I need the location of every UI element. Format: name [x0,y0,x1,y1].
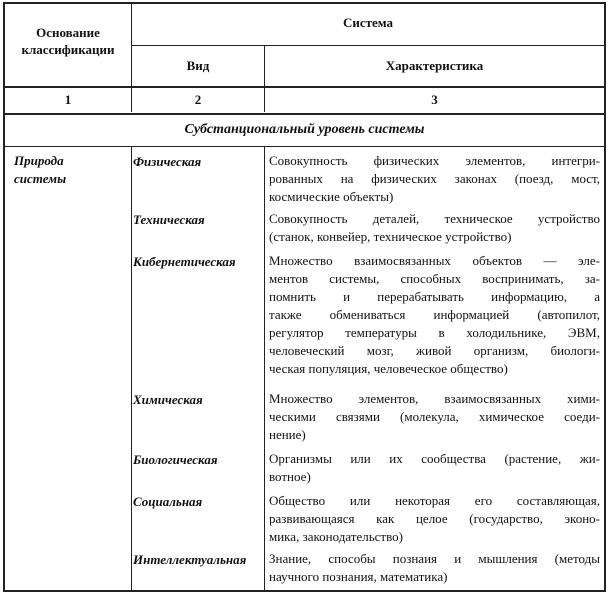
rule-section-bottom [5,146,604,147]
characteristic-line: Множество элементов, взаимосвязанных хими- [269,391,600,406]
row-kind: Кибернетическая [133,254,236,269]
characteristic-line: регулятор температуры в холодильнике, ЭВМ, [269,325,600,340]
row-kind: Интеллектуальная [133,552,247,567]
characteristic-line: человеческий мозг, живой организм, биологи- [269,343,600,358]
basis-label-line-1: Природа [14,153,64,168]
characteristic-line: нение) [269,427,306,442]
characteristic-line: мика, законодательство) [269,529,403,544]
row-kind: Биологическая [133,452,218,467]
characteristic-line: рованных на физических законах (поезд, мост, [269,171,600,186]
row-kind: Физическая [133,154,202,169]
classification-table [3,2,606,592]
characteristic-line: Совокупность деталей, техническое устройство [269,211,600,226]
header-basis-line-1: Основание [36,25,100,40]
header-num-2: 2 [194,92,202,107]
characteristic-line: ческая популяция, человеческое общество) [269,361,508,376]
header-kind: Вид [186,58,210,73]
characteristic-line: Знание, способы познаия и мышления (методы [269,551,600,566]
basis-label-line-2: системы [14,171,67,186]
header-basis [5,24,131,58]
row-characteristic [269,252,600,378]
row-kind: Техническая [133,212,205,227]
characteristic-line: научного познания, математика) [269,569,448,584]
row-kind: Социальная [133,494,203,509]
characteristic-line: Совокупность физических элементов, интегри- [269,153,600,168]
rule-header-split [131,45,604,46]
row-kind: Химическая [133,392,203,407]
header-characteristic: Характеристика [385,58,484,73]
rule-col2-body [264,147,265,590]
rule-header-bottom [5,86,604,88]
header-basis-line-2: классификации [21,42,115,57]
characteristic-line: помнить и перерабатывать информацию, а [269,289,600,304]
characteristic-line: (станок, конвейер, техническое устройство) [269,229,512,244]
characteristic-line: Организмы или их сообщества (растение, жи- [269,451,600,466]
characteristic-line: также обмениваться информацией (автопилот, [269,307,600,322]
characteristic-line: ческими связями (молекула, химическое соеди- [269,409,600,424]
characteristic-line: развивающаяся как целое (государство, эконо- [269,511,600,526]
characteristic-line: вотное) [269,469,311,484]
header-system: Система [342,15,394,30]
row-characteristic [269,492,600,546]
row-characteristic [269,450,600,486]
characteristic-line: Общество или некоторая его составляющая, [269,493,600,508]
header-num-1: 1 [64,92,72,107]
rule-numbers-bottom [5,113,604,115]
characteristic-line: Множество взаимосвязанных объектов — эле- [269,253,600,268]
row-characteristic [269,390,600,444]
section-title: Субстанциональный уровень системы [184,122,425,137]
characteristic-line: ментов системы, способных воспринимать, за- [269,271,600,286]
characteristic-line: космические объекты) [269,189,394,204]
header-num-3: 3 [431,92,438,107]
row-characteristic [269,550,600,586]
row-characteristic [269,152,600,206]
row-characteristic [269,210,600,246]
